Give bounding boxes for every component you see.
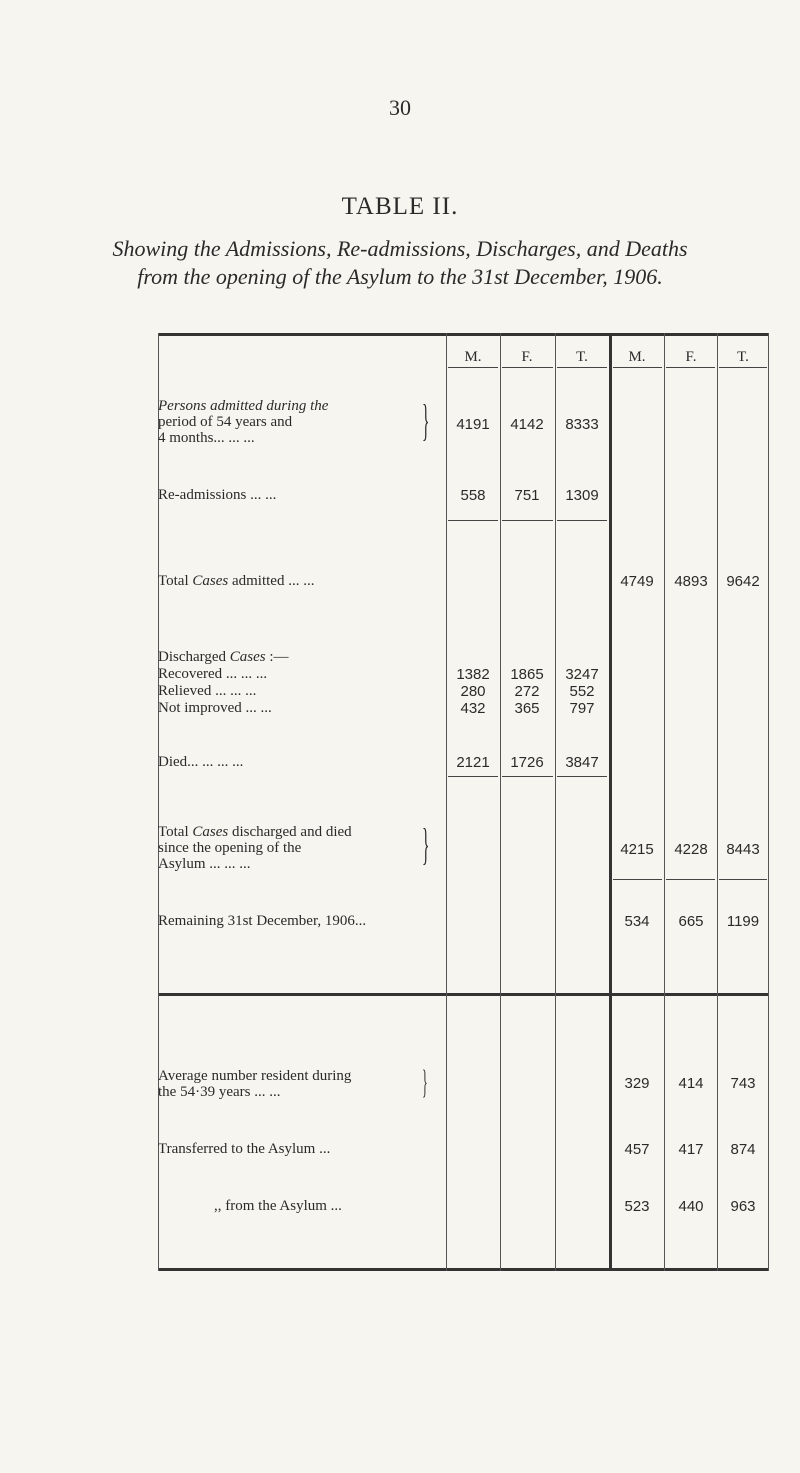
header-f: F.	[521, 349, 533, 365]
subtitle-line-1: Showing the Admissions, Re-admissions, Discharges, and Deaths	[112, 236, 688, 261]
header-underline	[613, 367, 662, 368]
sum-rule	[448, 776, 498, 777]
cell: 665	[678, 913, 704, 930]
cell: 417	[678, 1141, 704, 1158]
cell: 743	[730, 1075, 756, 1092]
cell: 534	[624, 913, 650, 930]
sum-rule	[719, 879, 767, 880]
statistics-table	[158, 333, 769, 1271]
cell: 558	[460, 487, 486, 504]
sum-rule	[502, 776, 553, 777]
row-label: Remaining 31st December, 1906...	[158, 913, 367, 929]
header-underline	[719, 367, 767, 368]
cell: 1199	[726, 913, 760, 930]
row-label: Persons admitted during the period of 54 years and 4 months... ... ...	[158, 398, 329, 446]
cell: 3247	[565, 666, 599, 683]
header-t-2: T.	[737, 349, 749, 365]
cell: 272	[514, 683, 540, 700]
row-label: Total Cases discharged and died since the opening of the Asylum ... ... ...	[158, 824, 352, 872]
row-label: Died... ... ... ...	[158, 754, 244, 770]
header-underline	[557, 367, 607, 368]
cell: 552	[569, 683, 595, 700]
header-m-2: M.	[628, 349, 646, 365]
brace: }	[422, 396, 430, 445]
cell: 4191	[456, 416, 490, 433]
column-divider	[500, 333, 501, 1271]
cell: 523	[624, 1198, 650, 1215]
sum-rule	[613, 879, 662, 880]
row-label: ,, from the Asylum ...	[214, 1198, 342, 1214]
sum-rule	[557, 776, 607, 777]
column-divider	[446, 333, 447, 1271]
cell: 365	[514, 700, 540, 717]
cell: 4215	[620, 841, 654, 858]
table-left-rule	[158, 333, 159, 1271]
brace: }	[422, 820, 430, 869]
sum-rule	[502, 520, 553, 521]
subtitle-line-2: from the opening of the Asylum to the 31st December, 1906.	[137, 264, 663, 289]
cell: 414	[678, 1075, 704, 1092]
column-divider	[555, 333, 556, 1271]
header-underline	[448, 367, 498, 368]
row-label: Relieved ... ... ...	[158, 683, 257, 699]
table-middle-rule	[158, 993, 769, 996]
row-label: Not improved ... ...	[158, 700, 272, 716]
cell: 4142	[510, 416, 544, 433]
table-title: TABLE II.	[341, 193, 459, 220]
cell: 797	[569, 700, 595, 717]
cell: 874	[730, 1141, 756, 1158]
cell: 1309	[565, 487, 599, 504]
cell: 440	[678, 1198, 704, 1215]
column-divider	[717, 333, 718, 1271]
column-divider-double	[609, 333, 612, 1271]
row-label: Recovered ... ... ...	[158, 666, 268, 682]
cell: 9642	[726, 573, 760, 590]
header-underline	[666, 367, 715, 368]
header-underline	[502, 367, 553, 368]
cell: 4893	[674, 573, 708, 590]
brace: }	[422, 1064, 428, 1101]
cell: 432	[460, 700, 486, 717]
sum-rule	[557, 520, 607, 521]
header-m: M.	[464, 349, 482, 365]
header-t: T.	[576, 349, 588, 365]
header-f-2: F.	[685, 349, 697, 365]
cell: 1726	[510, 754, 544, 771]
sum-rule	[448, 520, 498, 521]
table-top-rule	[158, 333, 769, 336]
cell: 280	[460, 683, 486, 700]
cell: 457	[624, 1141, 650, 1158]
cell: 8333	[565, 416, 599, 433]
cell: 751	[514, 487, 540, 504]
row-label: Average number resident during the 54·39 years ... ...	[158, 1068, 352, 1100]
cell: 4749	[620, 573, 654, 590]
cell: 3847	[565, 754, 599, 771]
row-label: Total Cases admitted ... ...	[158, 573, 315, 589]
table-bottom-rule	[158, 1268, 769, 1271]
table-right-rule	[768, 333, 769, 1271]
page-number: 30	[389, 95, 411, 120]
row-label: Transferred to the Asylum ...	[158, 1141, 331, 1157]
cell: 4228	[674, 841, 708, 858]
cell: 1382	[456, 666, 490, 683]
cell: 2121	[456, 754, 490, 771]
cell: 329	[624, 1075, 650, 1092]
cell: 8443	[726, 841, 760, 858]
column-divider	[664, 333, 665, 1271]
sum-rule	[666, 879, 715, 880]
row-label: Discharged Cases :—	[158, 649, 289, 665]
cell: 1865	[510, 666, 544, 683]
cell: 963	[730, 1198, 756, 1215]
row-label: Re-admissions ... ...	[158, 487, 277, 503]
